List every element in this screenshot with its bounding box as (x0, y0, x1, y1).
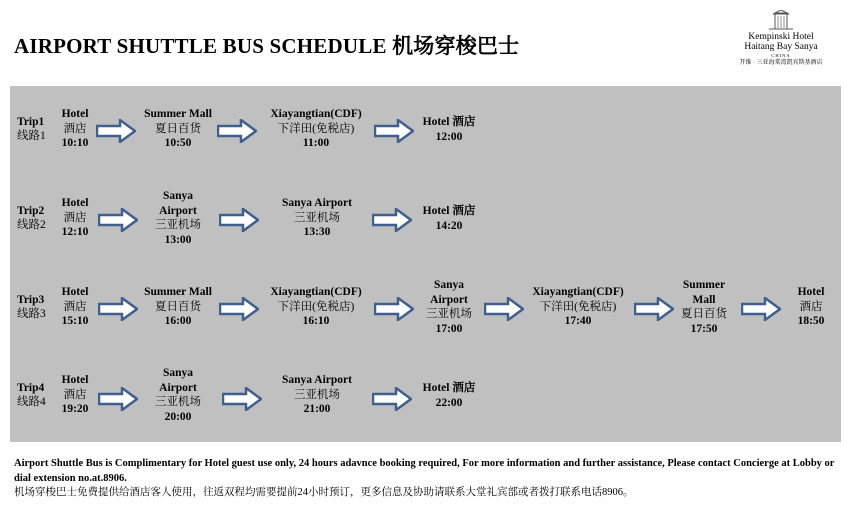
stop-sanya-airport (148, 366, 208, 424)
stop-name: Summer Mall (144, 286, 212, 298)
arrow-right-icon (484, 297, 524, 321)
stop-name-cn: 酒店 (63, 122, 87, 135)
stop-name: Hotel 酒店 (422, 205, 476, 217)
stop-name-cn: 下洋田(免税店) (539, 300, 617, 313)
stop-summer-mall (138, 107, 218, 151)
arrow-right-icon (372, 387, 412, 411)
stop-name: Sanya (162, 190, 194, 202)
stop-name: Hotel (61, 108, 89, 120)
page-title: AIRPORT SHUTTLE BUS SCHEDULE 机场穿梭巴士 (14, 34, 520, 58)
stop-summer-mall (138, 285, 218, 329)
stop-name: Hotel 酒店 (422, 116, 476, 128)
stop-sanya-airport (418, 278, 480, 336)
arrow-right-icon (217, 119, 257, 143)
trip-row-2 (10, 189, 841, 269)
stop-name-2: Mall (692, 293, 716, 306)
footer-notice (14, 457, 839, 501)
logo-line-4: 开维 · 三亚海棠湾凯宾斯基酒店 (739, 60, 823, 66)
stop-name-cn: 三亚机场 (155, 396, 201, 408)
stop-time: 12:00 (435, 130, 463, 143)
schedule-panel (10, 86, 841, 442)
logo-line-1: Kempinski Hotel (748, 32, 814, 42)
stop-time: 10:50 (164, 137, 192, 149)
hotel-building-icon (765, 10, 797, 30)
footer-text-cn: 机场穿梭巴士免费提供给酒店客人使用，往返双程均需要提前24小时预订，更多信息及协助请联系大堂礼宾部或者拨打联系电话8906。 (14, 487, 634, 498)
stop-name: Hotel (61, 286, 89, 298)
stop-time: 10:10 (61, 137, 89, 149)
stop-name: Summer Mall (144, 108, 212, 120)
stop-time: 17:50 (690, 322, 718, 335)
stop-name-cn: 夏日百货 (155, 122, 201, 135)
trip-label (17, 293, 51, 321)
trip-row-1 (10, 100, 841, 180)
arrow-right-icon (219, 208, 259, 232)
hotel-logo (728, 10, 834, 80)
trip-label-en: Trip3 (17, 294, 45, 306)
stop-name: Sanya Airport (282, 197, 352, 209)
stop-name-cn: 三亚机场 (294, 211, 340, 224)
stop-time: 16:10 (302, 315, 330, 327)
trip-label (17, 115, 51, 143)
arrow-right-icon (219, 297, 259, 321)
stop-name: Sanya (162, 367, 194, 379)
stop-name: Xiayangtian(CDF) (532, 286, 624, 298)
stop-name-cn: 下洋田(免税店) (277, 300, 355, 313)
arrow-right-icon (98, 297, 138, 321)
stop-hotel (54, 196, 96, 240)
stop-name: Summer (682, 279, 726, 291)
stop-name-cn: 三亚机场 (294, 388, 340, 401)
arrow-right-icon (741, 297, 781, 321)
stop-time: 17:40 (564, 315, 592, 327)
trip-label-en: Trip4 (17, 382, 45, 394)
arrow-right-icon (634, 297, 674, 321)
arrow-right-icon (374, 297, 414, 321)
arrow-right-icon (374, 119, 414, 143)
trip-label-cn: 线路1 (17, 130, 46, 142)
trip-row-3 (10, 278, 841, 358)
arrow-right-icon (98, 208, 138, 232)
stop-sanya-airport (272, 373, 362, 417)
stop-name: Sanya (433, 279, 465, 291)
stop-name-cn: 酒店 (63, 211, 87, 224)
stop-name: Hotel 酒店 (422, 382, 476, 394)
stop-hotel (54, 107, 96, 151)
stop-name: Xiayangtian(CDF) (270, 286, 362, 298)
stop-name-cn: 酒店 (799, 300, 823, 313)
stop-name-2: Airport (159, 381, 197, 394)
stop-name-cn: 酒店 (63, 300, 87, 313)
stop-time: 21:00 (303, 403, 331, 415)
trip-label-en: Trip2 (17, 205, 45, 217)
arrow-right-icon (96, 119, 136, 143)
trip-row-4 (10, 366, 841, 446)
stop-time: 14:20 (435, 219, 463, 232)
stop-name: Hotel (797, 286, 825, 298)
stop-name-cn: 酒店 (63, 388, 87, 401)
stop-name: Sanya Airport (282, 374, 352, 386)
stop-time: 15:10 (61, 315, 89, 327)
stop-name-2: Airport (430, 293, 468, 306)
logo-line-2: Haitang Bay Sanya (744, 42, 818, 52)
stop-time: 17:00 (435, 322, 463, 335)
arrow-right-icon (372, 208, 412, 232)
trip-label-cn: 线路3 (17, 308, 46, 320)
stop-name-cn: 下洋田(免税店) (277, 122, 355, 135)
stop-sanya-airport (272, 196, 362, 240)
stop-hotel (418, 204, 480, 233)
stop-hotel (418, 381, 480, 410)
stop-time: 22:00 (435, 396, 463, 409)
stop-hotel (418, 115, 480, 144)
stop-xiayangtian (528, 285, 628, 329)
stop-name-cn: 三亚机场 (426, 308, 472, 320)
stop-time: 18:50 (797, 315, 825, 327)
logo-line-3: CHINA (771, 53, 791, 58)
stop-name: Hotel (61, 197, 89, 209)
stop-name-cn: 夏日百货 (155, 300, 201, 313)
stop-name: Hotel (61, 374, 89, 386)
trip-label (17, 381, 51, 409)
stop-hotel (54, 285, 96, 329)
stop-sanya-airport (148, 189, 208, 247)
stop-name-cn: 夏日百货 (681, 308, 727, 320)
stop-name-2: Airport (159, 204, 197, 217)
stop-xiayangtian (266, 285, 366, 329)
stop-name: Xiayangtian(CDF) (270, 108, 362, 120)
stop-time: 13:00 (164, 233, 192, 246)
arrow-right-icon (98, 387, 138, 411)
stop-name-cn: 三亚机场 (155, 219, 201, 231)
stop-time: 20:00 (164, 410, 192, 423)
stop-time: 19:20 (61, 403, 89, 415)
trip-label (17, 204, 51, 232)
trip-label-en: Trip1 (17, 116, 45, 128)
stop-xiayangtian (266, 107, 366, 151)
stop-time: 12:10 (61, 226, 89, 238)
trip-label-cn: 线路4 (17, 396, 46, 408)
stop-time: 13:30 (303, 226, 331, 238)
stop-hotel (54, 373, 96, 417)
footer-text-en: Airport Shuttle Bus is Complimentary for Hotel guest use only, 24 hours adavnce booking required, For more information and further assistance, Please contact Concierge at Lobby or dial extension no.at.8906. (14, 458, 835, 484)
arrow-right-icon (222, 387, 262, 411)
stop-time: 11:00 (302, 137, 330, 149)
stop-time: 16:00 (164, 315, 192, 327)
stop-hotel (790, 285, 832, 329)
trip-label-cn: 线路2 (17, 219, 46, 231)
stop-summer-mall (674, 278, 734, 336)
